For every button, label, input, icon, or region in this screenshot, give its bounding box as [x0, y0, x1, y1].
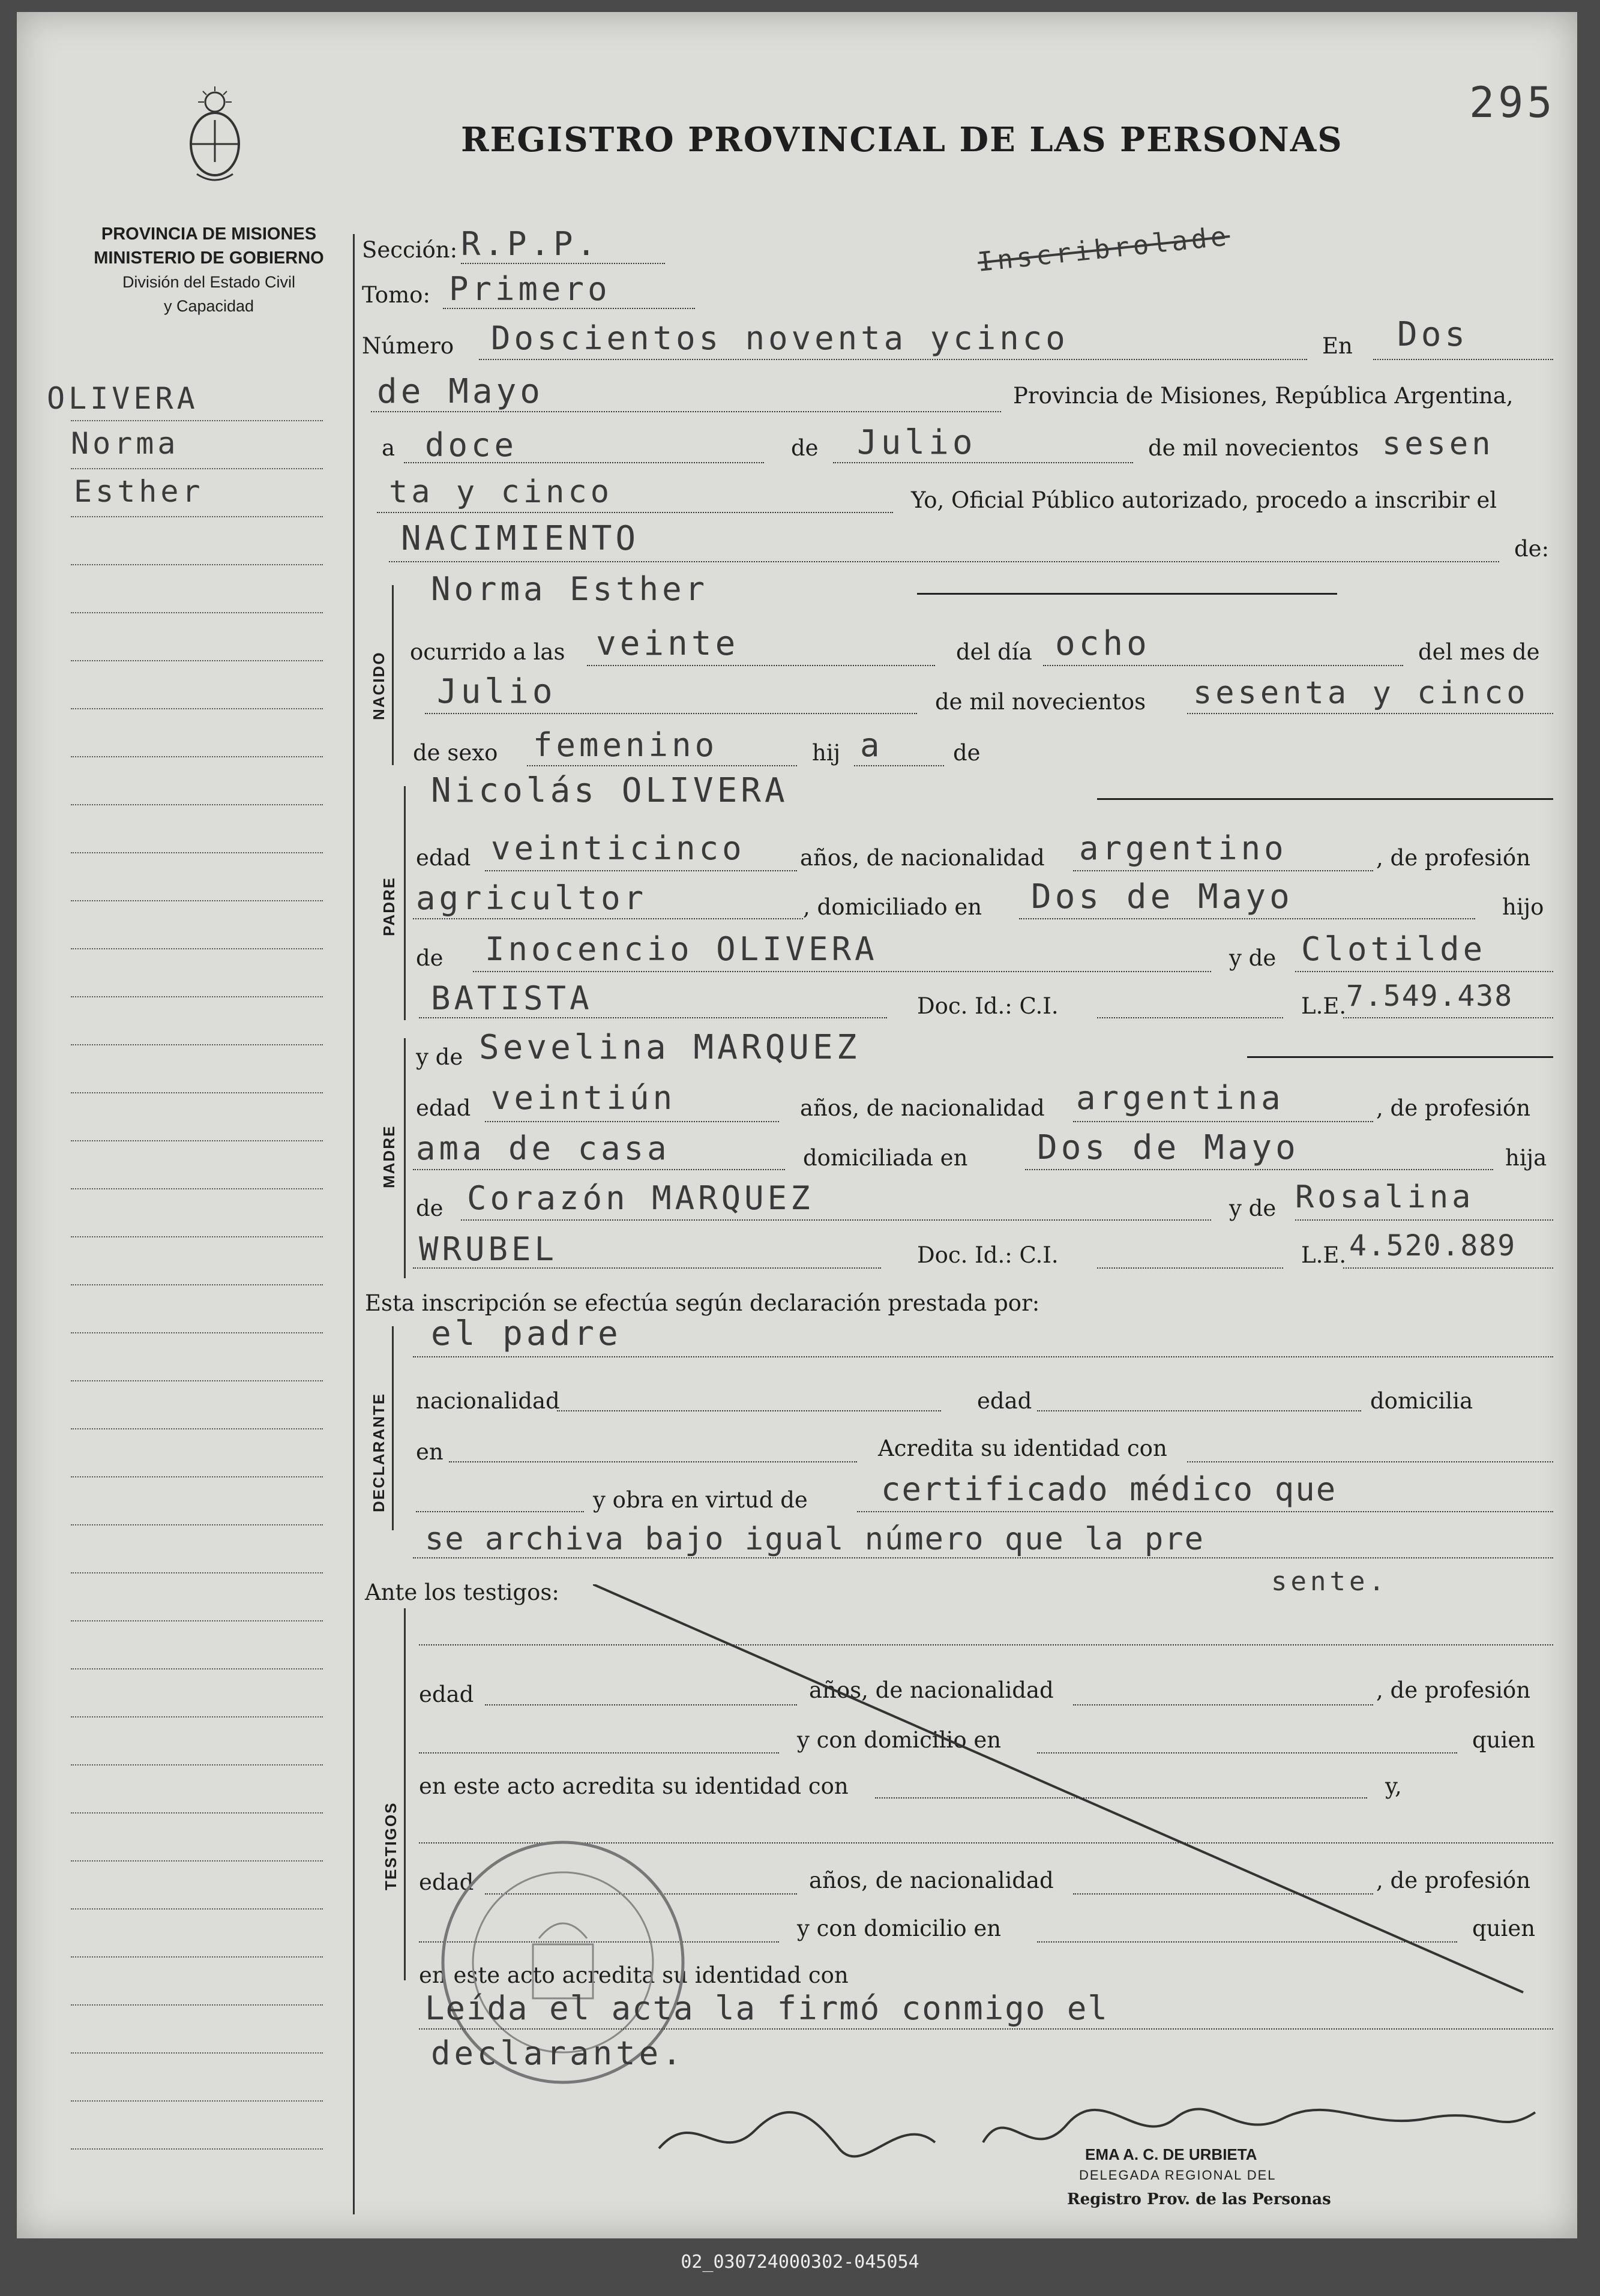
madre-madre-value-2: WRUBEL [419, 1230, 558, 1268]
side-line [71, 2148, 323, 2150]
padre-profesion-label: , de profesión [1376, 845, 1531, 871]
declarante-en-label: en [416, 1439, 444, 1465]
declarante-nacionalidad-line [557, 1410, 941, 1411]
side-line [71, 2052, 323, 2054]
madre-doc-label: Doc. Id.: C.I. [917, 1242, 1059, 1268]
declarante-nacionalidad-label: nacionalidad [416, 1388, 560, 1414]
side-line [71, 468, 323, 469]
en-2-line [371, 411, 1001, 412]
tomo-line [443, 308, 695, 309]
obra-value-1: certificado médico que [881, 1470, 1337, 1508]
testigo2-acredita-label: en este acto acredita su identidad con [419, 1962, 849, 1988]
madre-rule [404, 1038, 406, 1278]
del-dia-label: del día [956, 639, 1032, 665]
numero-value: Doscientos noventa ycinco [491, 319, 1069, 357]
declarante-en-line [449, 1461, 857, 1462]
dia-value: ocho [1055, 624, 1150, 663]
margin-annotation: Inscribrolade [976, 221, 1232, 278]
side-line [71, 2100, 323, 2102]
madre-padre-value: Corazón MARQUEZ [467, 1179, 814, 1217]
anio-inscripcion-value-2: ta y cinco [389, 474, 613, 510]
issuer-line4: y Capacidad [163, 297, 254, 315]
side-line [71, 1044, 323, 1045]
declarante-edad-line [1037, 1410, 1361, 1411]
padre-de-label: de [416, 945, 444, 971]
obra-pre-line [416, 1511, 584, 1512]
tomo-value: Primero [449, 270, 611, 308]
padre-domicilio-value: Dos de Mayo [1031, 877, 1293, 916]
acredita-label: Acredita su identidad con [878, 1435, 1167, 1461]
mes-inscripcion-line [833, 462, 1133, 463]
en-label: En [1322, 333, 1353, 359]
side-line [71, 804, 323, 805]
declarante-value: el padre [431, 1314, 622, 1353]
madre-le-label: L.E. [1301, 1242, 1347, 1268]
madre-domicilio-value: Dos de Mayo [1037, 1128, 1299, 1167]
madre-edad-line [485, 1121, 779, 1122]
madre-nombre-value: Sevelina MARQUEZ [479, 1028, 861, 1067]
testigo1-acredita-label: en este acto acredita su identidad con [419, 1773, 849, 1799]
anio-value: sesenta y cinco [1193, 675, 1529, 711]
stamp-line1: EMA A. C. DE URBIETA [1085, 2145, 1257, 2163]
ante-testigos-label: Ante los testigos: [365, 1579, 559, 1605]
padre-le-value: 7.549.438 [1346, 979, 1514, 1013]
stamp-line3: Registro Prov. de las Personas [1067, 2190, 1331, 2208]
side-line [71, 1524, 323, 1525]
padre-anios-label: años, de nacionalidad [800, 845, 1045, 871]
page-number: 295 [1469, 78, 1556, 127]
issuer-block [53, 222, 365, 318]
declarante-section-label: DECLARANTE [370, 1392, 388, 1512]
obra-label: y obra en virtud de [593, 1487, 808, 1513]
side-line [71, 1428, 323, 1429]
side-line [71, 1812, 323, 1814]
padre-edad-value: veinticinco [491, 829, 745, 867]
leida-value: Leída el acta la firmó conmigo el [425, 1989, 1108, 2027]
acto-line [389, 561, 1499, 562]
testigo1-quien-label: quien [1472, 1727, 1536, 1753]
margin-surname: OLIVERA [47, 381, 199, 416]
padre-doc-label: Doc. Id.: C.I. [917, 993, 1059, 1019]
leida-line [419, 2028, 1553, 2030]
madre-padre-line [461, 1219, 1211, 1221]
margin-second-name: Esther [74, 474, 204, 509]
sexo-label: de sexo [413, 740, 498, 766]
madre-hija-label: hija [1505, 1145, 1547, 1171]
padre-domicilio-line [1019, 918, 1475, 919]
padre-madre-value-2: BATISTA [431, 979, 593, 1017]
obra-line [857, 1511, 1553, 1512]
padre-le-label: L.E. [1301, 993, 1347, 1019]
seccion-value: R.P.P. [461, 225, 600, 263]
side-line [71, 516, 323, 517]
padre-le-line [1343, 1017, 1553, 1018]
en-value-1: Dos [1397, 315, 1469, 354]
nombre-value: Norma Esther [431, 570, 709, 608]
numero-line [479, 359, 1307, 360]
padre-y-de-label: y de [1229, 945, 1277, 971]
provincia-label: Provincia de Misiones, República Argentina, [1013, 383, 1514, 409]
testigo2-profesion-label: , de profesión [1376, 1868, 1531, 1893]
side-line [71, 1860, 323, 1862]
de-mil-2-label: de mil novecientos [935, 689, 1146, 715]
mes-line [425, 713, 917, 714]
ocurrido-label: ocurrido a las [410, 639, 565, 665]
side-line [71, 900, 323, 901]
padre-nombre-dash-line [1097, 798, 1553, 800]
side-line [71, 1092, 323, 1093]
testigos-section-label: TESTIGOS [382, 1802, 400, 1890]
madre-edad-label: edad [416, 1095, 471, 1121]
side-line [71, 1572, 323, 1573]
madre-profesion-label: , de profesión [1376, 1095, 1531, 1121]
padre-edad-label: edad [416, 845, 471, 871]
madre-madre-2-line [413, 1267, 881, 1269]
side-line [71, 420, 323, 421]
a-label: a [382, 435, 395, 461]
acredita-line [1187, 1461, 1553, 1462]
madre-profesion-value: ama de casa [416, 1129, 670, 1167]
padre-edad-line [485, 870, 797, 871]
testigo2-anios-label: años, de nacionalidad [809, 1868, 1054, 1893]
sexo-value: femenino [533, 726, 718, 764]
hora-value: veinte [596, 624, 739, 663]
nacido-section-label: NACIDO [370, 651, 388, 720]
side-line [71, 1668, 323, 1669]
padre-rule [404, 786, 406, 1020]
side-line [71, 1908, 323, 1910]
nacido-rule [392, 585, 394, 765]
mes-value: Julio [437, 672, 556, 711]
de-colon-label: de: [1514, 536, 1550, 562]
side-line [71, 1332, 323, 1333]
madre-nombre-dash-line [1247, 1056, 1553, 1058]
testigo1-edad-label: edad [419, 1681, 474, 1707]
de-label: de [791, 435, 819, 461]
declarante-rule [392, 1326, 394, 1530]
padre-profesion-line [413, 918, 803, 919]
padre-section-label: PADRE [380, 876, 398, 936]
side-line [71, 660, 323, 661]
side-line [71, 708, 323, 709]
padre-hijo-label: hijo [1502, 894, 1544, 920]
side-line [71, 756, 323, 757]
side-line [71, 1956, 323, 1958]
stamp-line2: DELEGADA REGIONAL DEL [1079, 2168, 1277, 2183]
testigo1-anios-label: años, de nacionalidad [809, 1677, 1054, 1703]
madre-edad-value: veintiún [491, 1079, 676, 1117]
inscripcion-label: Esta inscripción se efectúa según declaración prestada por: [365, 1290, 1040, 1316]
acto-value: NACIMIENTO [401, 519, 640, 558]
mes-inscripcion-value: Julio [857, 423, 976, 462]
tomo-label: Tomo: [362, 282, 430, 308]
padre-nacionalidad-line [1073, 870, 1373, 871]
side-line [71, 1284, 323, 1285]
obra-value-2: se archiva bajo igual número que la pre [425, 1521, 1205, 1557]
madre-le-value: 4.520.889 [1349, 1229, 1517, 1263]
obra-2-line [413, 1557, 1553, 1558]
side-line [71, 2004, 323, 2006]
issuer-line1: PROVINCIA DE MISIONES [101, 224, 317, 244]
padre-madre-line [1295, 971, 1553, 972]
seccion-label: Sección: [362, 237, 458, 263]
madre-anios-label: años, de nacionalidad [800, 1095, 1045, 1121]
anio-inscripcion-line [377, 512, 893, 513]
side-line [71, 948, 323, 949]
signatures-icon [647, 2094, 1547, 2178]
madre-nacionalidad-line [1073, 1121, 1373, 1122]
testigo1-y-label: y, [1385, 1773, 1402, 1799]
birth-certificate-page [17, 12, 1577, 2238]
side-line [71, 1380, 323, 1381]
declarante-line [413, 1356, 1553, 1357]
dia-inscripcion-line [404, 462, 764, 463]
hij-line [854, 765, 944, 766]
yo-oficial-label: Yo, Oficial Público autorizado, procedo a inscribir el [911, 487, 1497, 513]
testigo2-quien-label: quien [1472, 1916, 1536, 1941]
padre-ci-line [1097, 1017, 1283, 1018]
dia-line [1043, 665, 1403, 666]
sexo-line [527, 765, 797, 766]
side-line [71, 852, 323, 853]
madre-section-label: MADRE [380, 1125, 398, 1188]
de-mil-label: de mil novecientos [1148, 435, 1359, 461]
padre-madre-value-1: Clotilde [1301, 930, 1487, 968]
en-line [1373, 359, 1553, 360]
en-value-2: de Mayo [377, 372, 544, 411]
madre-y-de-2-label: y de [1229, 1195, 1277, 1221]
testigo2-edad-label: edad [419, 1869, 474, 1895]
padre-nombre-value: Nicolás OLIVERA [431, 771, 789, 810]
image-id-caption: 02_030724000302-045054 [681, 2252, 919, 2273]
margin-first-name: Norma [71, 426, 179, 461]
padre-padre-value: Inocencio OLIVERA [485, 930, 878, 968]
numero-label: Número [362, 333, 454, 359]
hora-line [587, 665, 935, 666]
side-line [71, 612, 323, 613]
padre-profesion-value: agricultor [416, 879, 648, 917]
madre-profesion-line [413, 1169, 785, 1170]
side-line [71, 1236, 323, 1237]
padre-madre-2-line [419, 1017, 887, 1018]
del-mes-label: del mes de [1418, 639, 1540, 665]
padre-nacionalidad-value: argentino [1079, 829, 1287, 867]
madre-domicilio-line [1025, 1169, 1493, 1170]
dia-inscripcion-value: doce [425, 426, 518, 464]
anio-inscripcion-value-1: sesen [1382, 426, 1494, 462]
side-line [71, 1716, 323, 1717]
side-line [71, 1140, 323, 1141]
testigos-rule [404, 1608, 406, 1980]
side-line [71, 1188, 323, 1189]
side-line [71, 1764, 323, 1766]
seccion-line [461, 263, 665, 264]
leida-value-2: declarante. [431, 2034, 685, 2072]
testigo1-domicilio-label: y con domicilio en [797, 1727, 1002, 1753]
padre-domiciliado-label: , domiciliado en [803, 894, 982, 920]
main-vertical-rule [353, 234, 355, 2214]
madre-le-line [1343, 1267, 1553, 1269]
madre-madre-value-1: Rosalina [1295, 1179, 1475, 1215]
argentina-coat-of-arms-icon [179, 84, 251, 186]
document-title: REGISTRO PROVINCIAL DE LAS PERSONAS [461, 120, 1343, 160]
madre-madre-line [1295, 1219, 1553, 1221]
madre-ci-line [1097, 1267, 1283, 1269]
declarante-domicilia-label: domicilia [1370, 1388, 1473, 1414]
testigo1-profesion-label: , de profesión [1376, 1677, 1531, 1703]
side-line [71, 1620, 323, 1621]
testigo2-domicilio-label: y con domicilio en [797, 1916, 1002, 1941]
padre-padre-line [473, 971, 1211, 972]
anio-line [1187, 713, 1553, 714]
obra-value-3: sente. [1271, 1566, 1388, 1597]
madre-nacionalidad-value: argentina [1076, 1079, 1284, 1117]
hij-suffix-value: a [860, 726, 883, 764]
nombre-dash-line [917, 593, 1337, 595]
cancellation-stroke [593, 1584, 1529, 1998]
issuer-line3: División del Estado Civil [122, 273, 296, 291]
de-2-label: de [953, 740, 981, 766]
side-line [71, 1476, 323, 1477]
madre-domiciliada-label: domiciliada en [803, 1145, 968, 1171]
declarante-edad-label: edad [977, 1388, 1032, 1414]
side-line [71, 564, 323, 565]
madre-de-label: de [416, 1195, 444, 1221]
hij-label: hij [812, 740, 841, 766]
side-line [71, 996, 323, 997]
madre-y-de-label: y de [416, 1044, 463, 1070]
issuer-line2: MINISTERIO DE GOBIERNO [94, 248, 324, 268]
